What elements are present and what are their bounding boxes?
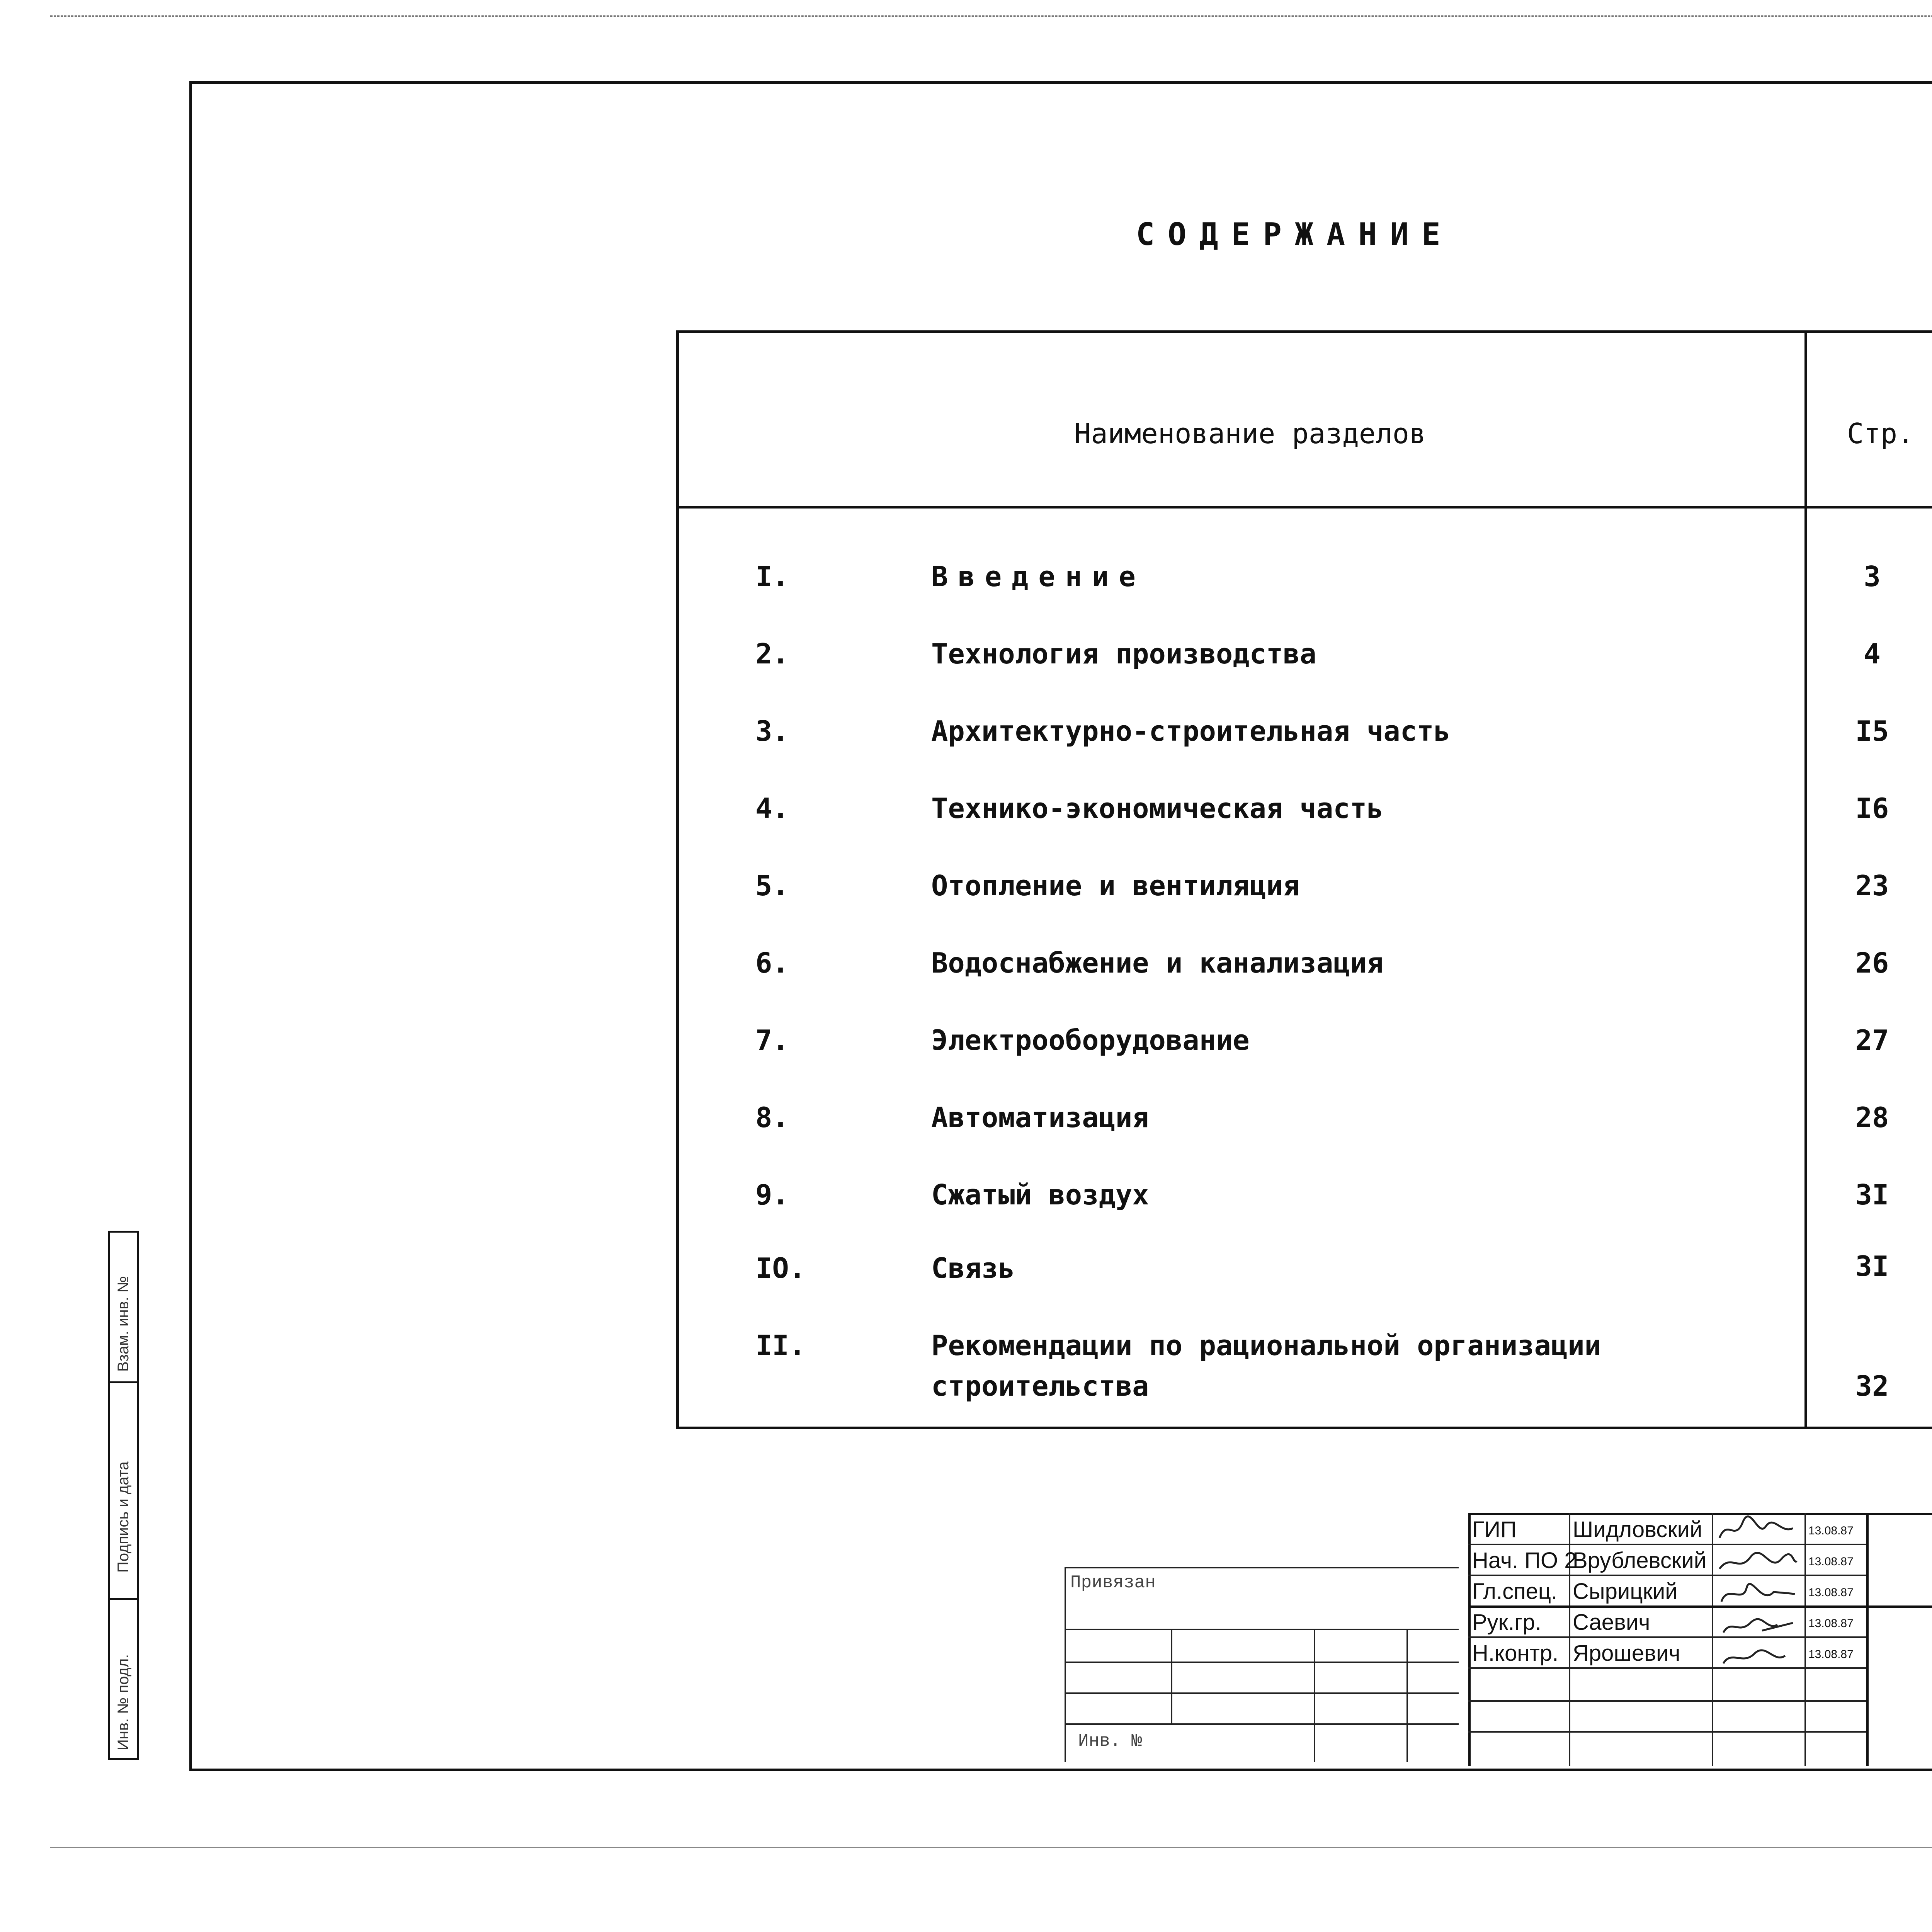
row-number: 3. [755,715,789,747]
row-page: I6 [1855,792,1889,825]
row-number: 9. [755,1179,789,1211]
row-number: 7. [755,1024,789,1056]
page-title: СОДЕРЖАНИЕ [1136,216,1454,252]
binding-label: Привязан [1070,1573,1156,1593]
sig-row-line [1468,1731,1866,1733]
row-number: 5. [755,869,789,902]
sig-name: Шидловский [1573,1517,1702,1542]
row-number: I. [755,560,789,593]
sig-role: Нач. ПО 2 [1472,1548,1577,1573]
sig-row-line [1468,1544,1866,1545]
sig-row-line [1468,1667,1866,1669]
binding-row-line [1065,1723,1459,1725]
sig-col-line [1712,1513,1713,1766]
page-edge-line [50,15,1932,17]
row-page: 3I [1855,1179,1889,1211]
side-stamp-strip [108,1231,139,1760]
sig-name: Саевич [1573,1610,1650,1635]
row-number: IO. [755,1252,806,1284]
table-header-divider [676,506,1932,509]
title-block-top-line [1468,1513,1932,1515]
row-page: 23 [1855,869,1889,902]
sig-row-line [1468,1575,1866,1576]
sig-block-right-line [1866,1513,1869,1766]
row-title: Связь [931,1252,1015,1284]
row-title: Технико-экономическая часть [931,792,1384,825]
row-page: I5 [1855,715,1889,747]
sig-date: 13.08.87 [1808,1555,1854,1568]
sig-role: Рук.гр. [1472,1610,1541,1635]
sig-date: 13.08.87 [1808,1617,1854,1630]
row-page: 28 [1855,1101,1889,1134]
row-title: Архитектурно-строительная часть [931,715,1451,747]
binding-col-line [1171,1629,1172,1723]
sig-row-line [1468,1636,1866,1638]
binding-col-line [1314,1629,1315,1762]
sig-name: Сырицкий [1573,1579,1678,1604]
row-page: 26 [1855,947,1889,979]
sig-role: Гл.спец. [1472,1579,1558,1604]
sig-role: ГИП [1472,1517,1517,1542]
row-title-line1: Рекомендации по рациональной организации [931,1329,1601,1362]
row-page: 32 [1855,1370,1889,1402]
strip-label-original-inv: Инв. № подл. [115,1654,132,1750]
row-page: 3 [1864,560,1881,593]
header-page: Стр. [1847,417,1914,450]
row-title: Сжатый воздух [931,1179,1149,1211]
header-section-names: Наименование разделов [1074,417,1426,450]
contents-table [676,330,1932,1429]
binding-top-line [1065,1567,1459,1568]
strip-label-replacement-inv: Взам. инв. № [115,1276,132,1372]
row-title: Электрооборудование [931,1024,1250,1056]
row-page: 27 [1855,1024,1889,1056]
row-title: Введение [931,560,1146,593]
row-title: Автоматизация [931,1101,1149,1134]
binding-col-line [1406,1629,1408,1762]
row-number: 4. [755,792,789,825]
strip-divider [110,1381,137,1383]
binding-row-line [1065,1629,1459,1630]
inv-label: Инв. № [1078,1731,1142,1751]
title-block-left-line [1468,1513,1471,1766]
binding-row-line [1065,1692,1459,1694]
row-number: 2. [755,638,789,670]
strip-divider [110,1598,137,1600]
sig-date: 13.08.87 [1808,1586,1854,1599]
row-title: Водоснабжение и канализация [931,947,1384,979]
sig-name: Ярошевич [1573,1641,1680,1666]
row-number: 8. [755,1101,789,1134]
handwritten-signatures [1716,1515,1801,1669]
row-title: Технология производства [931,638,1316,670]
row-page: 4 [1864,638,1881,670]
sig-col-line [1804,1513,1806,1766]
strip-label-signature-date: Подпись и дата [115,1461,132,1573]
row-number: II. [755,1329,806,1362]
sig-name: Врублевский [1573,1548,1706,1573]
code-block-divider [1866,1605,1932,1608]
row-title-line2: строительства [931,1370,1149,1402]
sig-row-line [1468,1605,1866,1608]
row-page: 3I [1855,1250,1889,1282]
table-column-divider [1804,330,1807,1428]
sig-date: 13.08.87 [1808,1524,1854,1537]
sig-date: 13.08.87 [1808,1648,1854,1661]
row-number: 6. [755,947,789,979]
binding-row-line [1065,1662,1459,1663]
row-title: Отопление и вентиляция [931,869,1300,902]
sig-role: Н.контр. [1472,1641,1559,1666]
sig-row-line [1468,1700,1866,1702]
binding-left-line [1065,1567,1066,1762]
page-bottom-edge [50,1847,1932,1848]
